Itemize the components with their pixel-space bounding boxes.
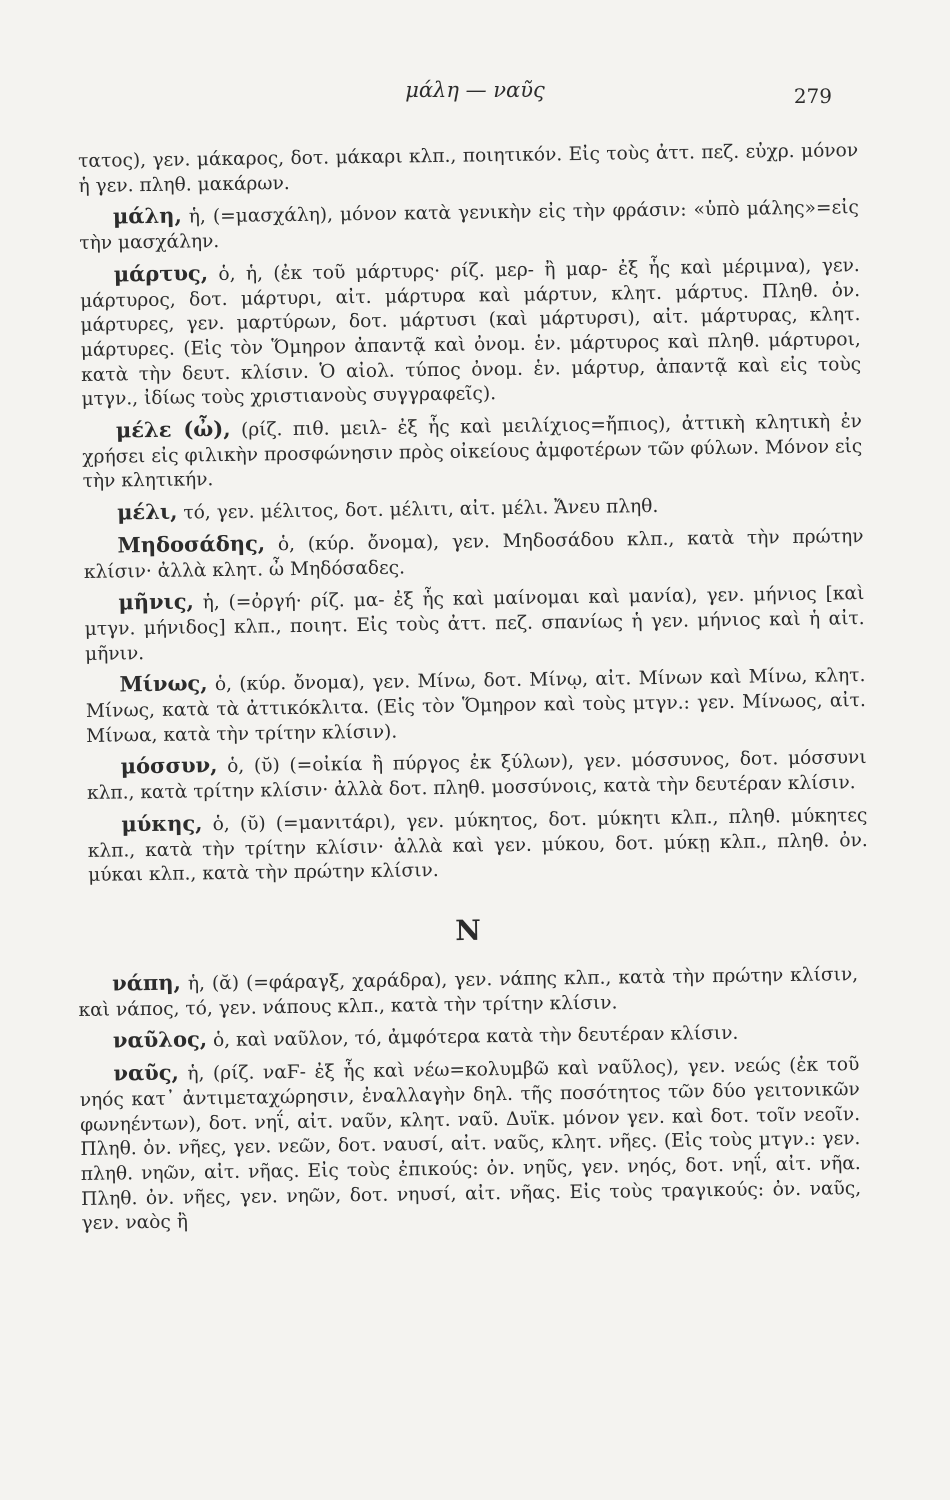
dictionary-entry [79, 1051, 861, 1237]
entries-n [78, 961, 862, 1237]
dictionary-entry [79, 1018, 859, 1056]
entry-headword: μάλη, [112, 202, 182, 229]
entry-headword: μέλι, [116, 498, 178, 525]
entry-text: ἡ, (=ὀργή· ρίζ. μα- ἐξ ἧς καὶ μαίνομαι καὶ μανία), γεν. μήνιος [καὶ μτγν. μήνιδος] κλπ., ποιητ. Εἰς τοὺς ἀττ. πεζ. σπανίως ἡ γεν. μήνιος καὶ ἡ αἰτ. μῆνιν. [84, 583, 865, 665]
entry-headword: ναῦλος, [112, 1026, 208, 1053]
dictionary-entry [80, 252, 862, 413]
entry-headword: Μηδοσάδης, [117, 530, 266, 558]
entry-headword: μέλε (ὦ), [115, 415, 231, 443]
entry-text: τό, γεν. μέλιτος, δοτ. μέλιτι, αἰτ. μέλι. Ἄνευ πληθ. [183, 496, 659, 524]
entry-text: ὁ, (κύρ. ὄνομα), γεν. Μίνω, δοτ. Μίνῳ, αἰτ. Μίνων καὶ Μίνω, κλητ. Μίνως, κατὰ τὰ ἀττικόκλιτα. (Εἰς τὸν Ὅμηρον καὶ τοὺς μτγν.: γεν. Μίνωος, αἰτ. Μίνωα, κατὰ τὴν τρίτην κλίσιν). [85, 665, 866, 747]
section-letter: Ν [454, 913, 482, 948]
dictionary-entry [83, 490, 863, 528]
entry-text: ὁ, (ῠ) (=μανιτάρι), γεν. μύκητος, δοτ. μύκητι κλπ., πληθ. μύκητες κλπ., κατὰ τὴν τρίτην κλίσιν· ἀλλὰ καὶ γεν. μύκου, δοτ. μύκῃ κλπ., πληθ. ὀν. μύκαι κλπ., κατὰ τὴν πρώτην κλίσιν. [87, 804, 868, 887]
dictionary-entry [85, 662, 866, 749]
dictionary-entry [86, 745, 867, 807]
entry-headword: μάρτυς, [113, 260, 209, 287]
entry-headword: μύκης, [121, 810, 203, 837]
page-body [78, 140, 868, 1243]
entry-headword: μόσσυν, [120, 752, 218, 779]
entry-headword: Μίνως, [119, 670, 208, 697]
entry-text: ὁ, ἡ, (ἐκ τοῦ μάρτυρς· ρίζ. μερ- ἢ μαρ- ἐξ ἧς καὶ μέριμνα), γεν. μάρτυρος, δοτ. μάρτυρι, αἰτ. μάρτυρα καὶ μάρτυν, κλητ. μάρτυς. Πληθ. ὀν. μάρτυρες, γεν. μαρτύρων, δοτ. μάρτυσι (καὶ μάρτυρσι), αἰτ. μάρτυρας, κλητ. μάρτυρες. (Εἰς τὸν Ὅμηρον ἀπαντᾷ καὶ ὀνομ. ἑν. μάρτυρος καὶ πληθ. μάρτυροι, κατὰ τὴν δευτ. κλίσιν. Ὁ αἰολ. τύπος ὀνομ. ἑν. μάρτυρ, ἀπαντᾷ καὶ εἰς τοὺς μτγν., ἰδίως τοὺς χριστιανοὺς συγγραφεῖς). [79, 254, 862, 411]
entry-text: ἡ, (=μασχάλη), μόνον κατὰ γενικὴν εἰς τὴν φράσιν: «ὑπὸ μάλης»=εἰς τὴν μασχάλην. [79, 197, 860, 255]
entry-text: τατος), γεν. μάκαρος, δοτ. μάκαρι κλπ., ποιητικόν. Εἰς τοὺς ἀττ. πεζ. εὐχρ. μόνον ἡ γεν. πληθ. μακάρων. [78, 140, 859, 197]
dictionary-entry [83, 523, 864, 585]
dictionary-entry [78, 137, 859, 199]
entry-text: (ρίζ. πιθ. μειλ- ἐξ ἧς καὶ μειλίχιος=ἤπιος), ἀττικὴ κλητικὴ ἐν χρήσει εἰς φιλικὴν προσφώνησιν πρὸς οἰκείους ἀμφοτέρων τῶν φύλων. Μόνον εἰς τὴν κλητικήν. [82, 411, 863, 493]
entry-headword: μῆνις, [118, 588, 194, 615]
entries-m [78, 137, 868, 889]
entry-text: ὁ, καὶ ναῦλον, τό, ἀμφότερα κατὰ τὴν δευτέραν κλίσιν. [212, 1022, 739, 1052]
dictionary-entry [84, 580, 865, 667]
dictionary-entry [78, 961, 859, 1023]
entry-text: ἡ, (ᾰ) (=φάραγξ, χαράδρα), γεν. νάπης κλπ., κατὰ τὴν πρώτην κλίσιν, καὶ νάπος, τό, γεν. νάπους κλπ., κατὰ τὴν τρίτην κλίσιν. [78, 963, 859, 1021]
entry-headword: ναῦς, [113, 1059, 179, 1086]
dictionary-entry [82, 408, 863, 495]
running-title: μάλη — ναῦς [405, 78, 545, 102]
dictionary-entry [87, 802, 868, 889]
entry-text: ὁ, (ῠ) (=οἰκία ἢ πύργος ἐκ ξύλων), γεν. μόσσυνος, δοτ. μόσσυνι κλπ., κατὰ τρίτην κλίσιν· ἀλλὰ δοτ. πληθ. μοσσύνοις, κατὰ τὴν δευτέραν κλίσιν. [86, 747, 867, 805]
entry-text: ἡ, (ρίζ. ναϜ- ἐξ ἧς καὶ νέω=κολυμβῶ καὶ ναῦλος), γεν. νεώς (ἐκ τοῦ νηός κατ᾽ ἀντιμεταχώρησιν, ἐναλλαγὴν δηλ. τῆς ποσότητος τῶν δύο γειτονικῶν φωνηέντων), δοτ. νηΐ, αἰτ. ναῦν, κλητ. ναῦ. Δυϊκ. μόνον γεν. καὶ δοτ. τοῖν νεοῖν. Πληθ. ὀν. νῆες, γεν. νεῶν, δοτ. ναυσί, αἰτ. ναῦς, κλητ. νῆες. (Εἰς τοὺς μτγν.: γεν. πληθ. νηῶν, αἰτ. νῆας. Εἰς τοὺς ἐπικούς: ὀν. νηῦς, γεν. νηός, δοτ. νηΐ, αἰτ. νῆα. Πληθ. ὀν. νῆες, γεν. νηῶν, δοτ. νηυσί, αἰτ. νῆας. Εἰς τοὺς τραγικούς: ὀν. ναῦς, γεν. ναὸς ἢ [79, 1053, 862, 1234]
entry-headword: νάπη, [111, 969, 182, 996]
entry-text: ὁ, (κύρ. ὄνομα), γεν. Μηδοσάδου κλπ., κατὰ τὴν πρώτην κλίσιν· ἀλλὰ κλητ. ὦ Μηδόσαδες. [83, 525, 864, 583]
page-number: 279 [793, 84, 832, 108]
dictionary-entry [79, 195, 860, 257]
